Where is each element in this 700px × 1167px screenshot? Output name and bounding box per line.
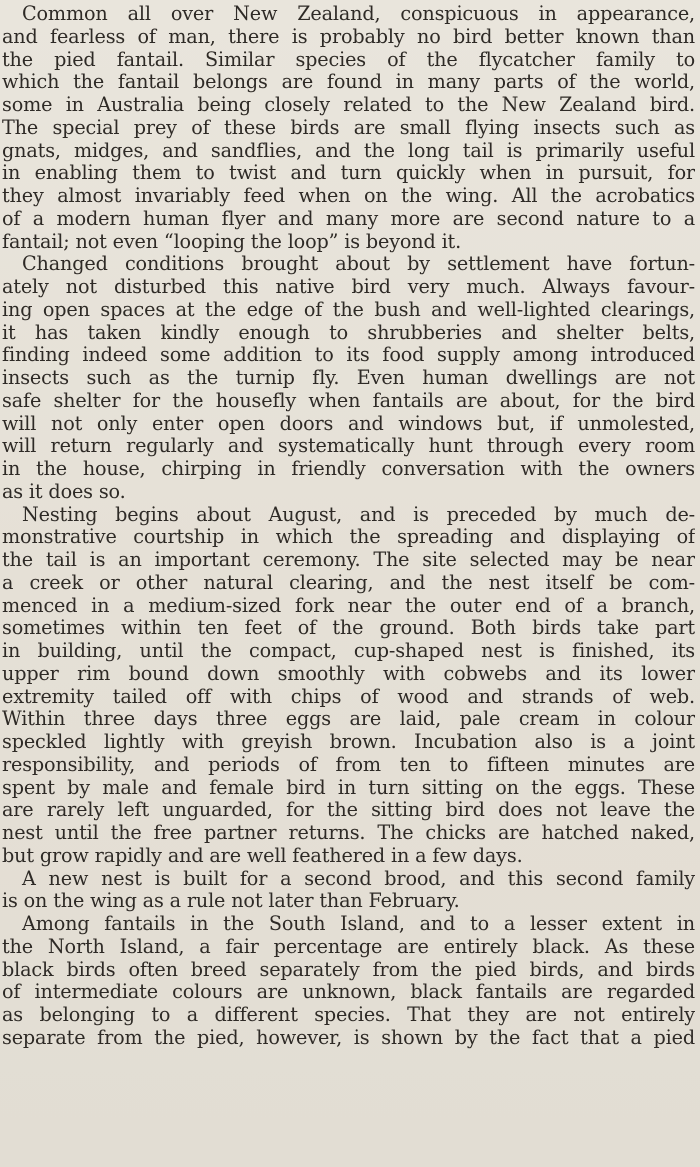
paragraph: [2, 3, 695, 253]
text-line: a creek or other natural clearing, and the nest itself be com-: [2, 571, 695, 594]
text-line: and fearless of man, there is probably no bird better known than: [2, 25, 695, 48]
paragraph: [2, 868, 695, 914]
text-line: safe shelter for the housefly when fantails are about, for the bird: [2, 389, 695, 412]
text-line: in enabling them to twist and turn quickly when in pursuit, for: [2, 162, 695, 185]
text-line: of a modern human flyer and many more are second nature to a: [2, 207, 695, 230]
text-line: will not only enter open doors and windows but, if unmolested,: [2, 412, 695, 435]
article-body: [2, 3, 695, 1050]
text-line: fantail; not even “looping the loop” is beyond it.: [2, 230, 462, 253]
text-line: separate from the pied, however, is shown by the fact that a pied: [2, 1026, 695, 1049]
text-line: upper rim bound down smoothly with cobwebs and its lower: [2, 662, 695, 685]
text-line: the pied fantail. Similar species of the flycatcher family to: [2, 48, 695, 71]
text-line: ately not disturbed this native bird very much. Always favour-: [2, 276, 695, 298]
text-line: of intermediate colours are unknown, black fantails are regarded: [2, 981, 695, 1004]
text-line: sometimes within ten feet of the ground. Both birds take part: [2, 617, 695, 640]
text-line: the tail is an important ceremony. The site selected may be near: [2, 549, 695, 571]
text-line: The special prey of these birds are small flying insects such as: [2, 116, 695, 139]
text-line: speckled lightly with greyish brown. Incubation also is a joint: [2, 731, 695, 753]
text-line: finding indeed some addition to its food supply among introduced: [2, 344, 695, 367]
text-line: will return regularly and systematically hunt through every room: [2, 435, 695, 458]
paragraph: [2, 504, 695, 868]
text-line: it has taken kindly enough to shrubberies and shelter belts,: [2, 321, 695, 344]
text-line: Among fantails in the South Island, and to a lesser extent in: [22, 913, 695, 935]
text-line: but grow rapidly and are well feathered in a few days.: [2, 844, 523, 867]
text-line: in building, until the compact, cup-shaped nest is finished, its: [2, 640, 695, 662]
text-line: as belonging to a different species. That they are not entirely: [2, 1004, 695, 1026]
text-line: responsibility, and periods of from ten to fifteen minutes are: [2, 753, 695, 776]
text-line: nest until the free partner returns. The chicks are hatched naked,: [2, 822, 695, 844]
text-line: Common all over New Zealand, conspicuous in appearance,: [22, 3, 695, 25]
text-line: they almost invariably feed when on the wing. All the acrobatics: [2, 185, 695, 207]
text-line: gnats, midges, and sandflies, and the long tail is primarily useful: [2, 139, 695, 162]
text-line: A new nest is built for a second brood, and this second family: [22, 867, 695, 890]
text-line: spent by male and female bird in turn sitting on the eggs. These: [2, 776, 695, 799]
text-line: which the fantail belongs are found in many parts of the world,: [2, 71, 695, 94]
text-line: the North Island, a fair percentage are entirely black. As these: [2, 935, 695, 958]
text-line: are rarely left unguarded, for the sitting bird does not leave the: [2, 799, 695, 822]
text-line: as it does so.: [2, 480, 126, 503]
text-line: Nesting begins about August, and is preceded by much de-: [22, 503, 695, 526]
text-line: Changed conditions brought about by settlement have fortun-: [22, 253, 695, 276]
text-line: extremity tailed off with chips of wood and strands of web.: [2, 685, 695, 708]
paragraph: [2, 253, 695, 503]
text-line: some in Australia being closely related to the New Zealand bird.: [2, 94, 695, 116]
text-line: black birds often breed separately from the pied birds, and birds: [2, 958, 695, 981]
text-line: is on the wing as a rule not later than February.: [2, 890, 460, 913]
text-line: monstrative courtship in which the spreading and displaying of: [2, 526, 695, 549]
text-line: insects such as the turnip fly. Even human dwellings are not: [2, 367, 695, 389]
text-line: Within three days three eggs are laid, pale cream in colour: [2, 708, 695, 731]
text-line: ing open spaces at the edge of the bush and well-lighted clearings,: [2, 298, 695, 321]
text-line: menced in a medium-sized fork near the outer end of a branch,: [2, 594, 695, 617]
text-line: in the house, chirping in friendly conversation with the owners: [2, 458, 695, 480]
paragraph: [2, 913, 695, 1050]
